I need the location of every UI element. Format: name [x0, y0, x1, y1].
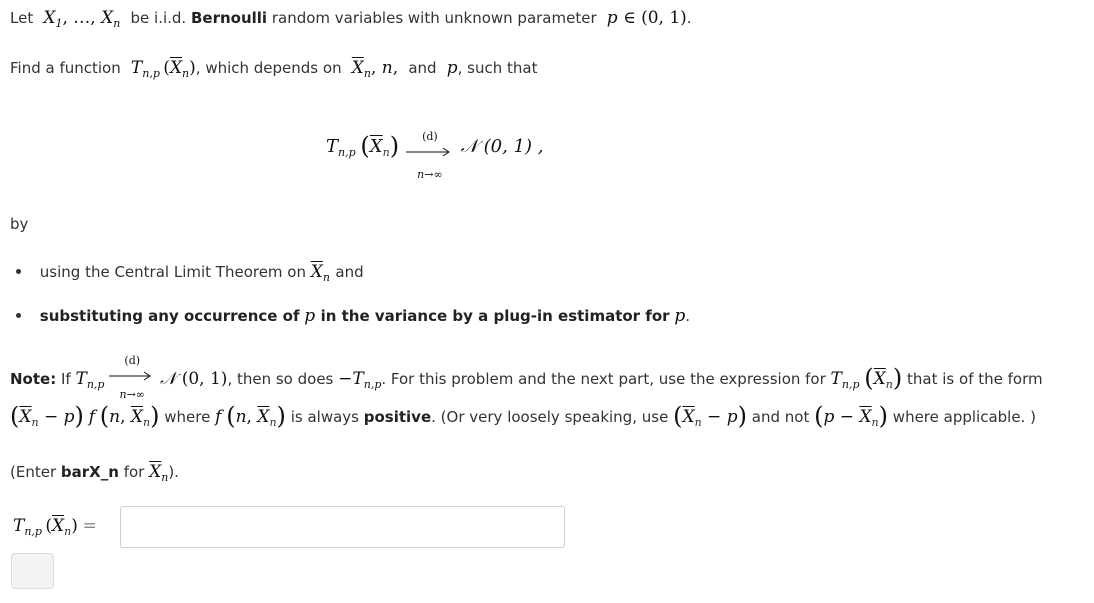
find-and: and — [408, 59, 437, 77]
bullet-dot — [16, 269, 21, 274]
enter-hint: (Enter barX_n for $\overline{X}_n$). — [10, 462, 179, 484]
answer-input[interactable] — [120, 506, 565, 548]
find-depends: , which depends on — [195, 59, 342, 77]
intro-rv-text: random variables with unknown parameter — [271, 9, 597, 27]
convergence-arrow: (d) n→∞ — [406, 138, 454, 158]
intro-line: Let $X_1$, …, $X_n$ be i.i.d. Bernoulli random variables with unknown parameter p ∈ (0, 1). — [10, 8, 692, 30]
answer-label: $T_{n,p}$ $(\overline{X}_n)$ = — [13, 516, 97, 538]
find-line — [10, 58, 537, 78]
note-arrow: (d) n→∞ — [109, 370, 155, 390]
find-such-that: , such that — [457, 59, 538, 77]
math-x1-xn: $X_1$, …, $X_n$ — [37, 8, 121, 30]
normal-dist: 𝒩 (0, 1) , — [460, 136, 544, 157]
note-label: Note: — [10, 370, 57, 388]
intro-let: Let — [10, 9, 34, 27]
bullet-dot — [16, 313, 21, 318]
note-line-2: $(\overline{X}_n - p)$ f (n, $\overline{X}_n$) where f (n, $\overline{X}_n$) is always positive. (Or very loosely speaking, use $(\overline{X}_n - p)$ and not $(p - \overline{X}_n)$ where applicable. ) — [10, 402, 1036, 430]
math-T: $T_{n,p}$ $(\overline{X}_n)$ — [125, 58, 196, 80]
display-equation: $T_{n,p}$ $(\overline{X}_n)$ (d) n→∞ 𝒩 (0, 1) , — [326, 129, 544, 181]
intro-iid: be i.i.d. — [130, 9, 187, 27]
bullet-item-plugin: substituting any occurrence of p in the variance by a plug-in estimator for p. — [16, 306, 690, 326]
intro-bernoulli: Bernoulli — [190, 9, 268, 27]
find-text: Find a function — [10, 59, 121, 77]
by-text: by — [10, 215, 29, 233]
math-xbar-n-p: $\overline{X}_n$, n, — [351, 58, 399, 80]
note-line: Note: If $T_{n,p}$ (d) n→∞ 𝒩 (0, 1), then so does $-T_{n,p}$. For this problem and the next part, use the expression for $T_{n,p}$ $(\overline{X}_n)$ that is of the form — [10, 353, 1043, 401]
math-p-range: p ∈ (0, 1) — [601, 8, 687, 28]
submit-button[interactable] — [11, 553, 54, 589]
math-p: p — [441, 58, 458, 78]
bullet-item-clt: using the Central Limit Theorem on $\overline{X}_n$ and — [16, 262, 364, 282]
code-hint: barX_n — [60, 463, 119, 481]
